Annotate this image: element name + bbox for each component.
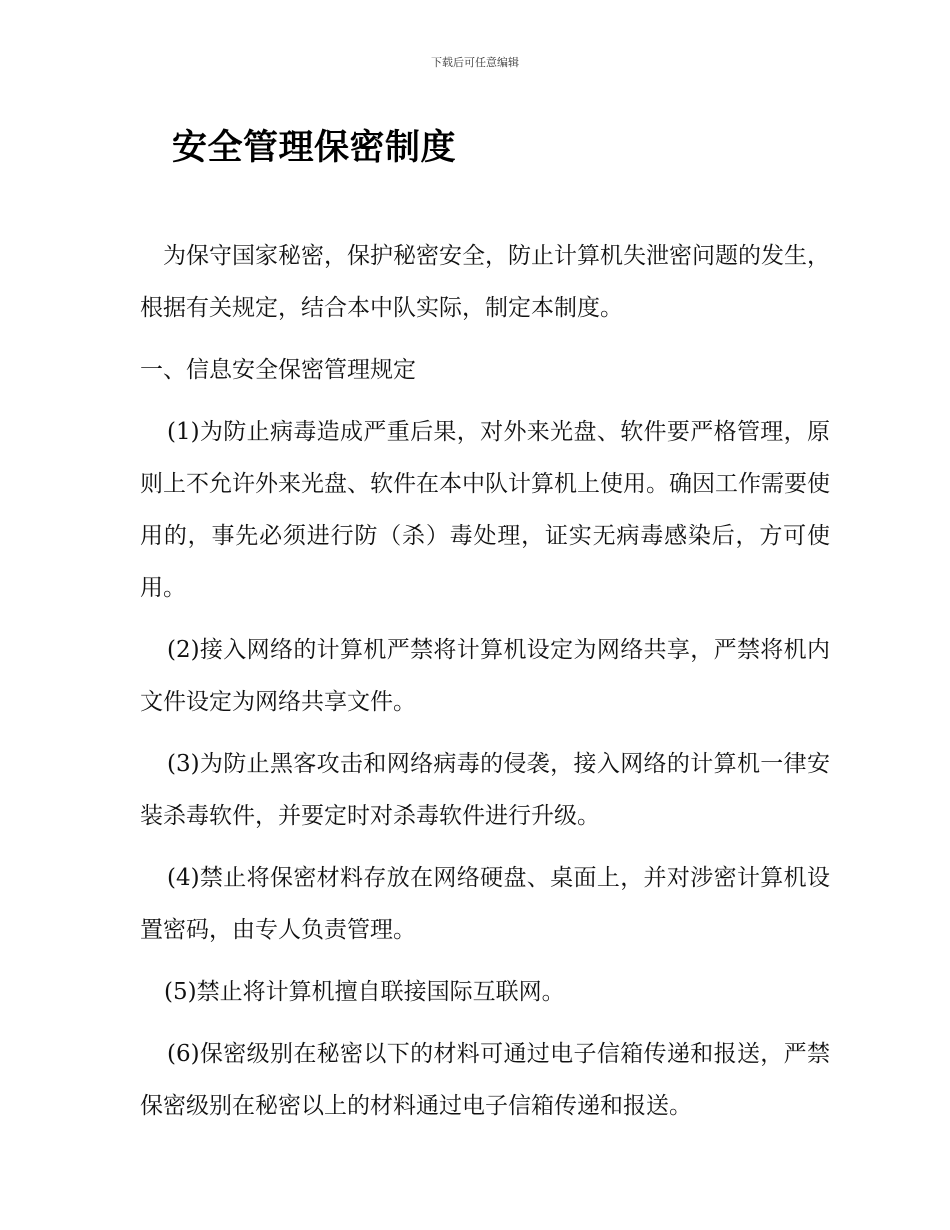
rule-item-2: (2)接入网络的计算机严禁将计算机设定为网络共享，严禁将机内文件设定为网络共享文件。 bbox=[140, 637, 830, 715]
document-body bbox=[140, 230, 830, 1142]
section-heading: 一、信息安全保密管理规定 bbox=[140, 357, 416, 383]
rule-item-3: (3)为防止黑客攻击和网络病毒的侵袭，接入网络的计算机一律安装杀毒软件，并要定时对杀毒软件进行升级。 bbox=[140, 751, 830, 829]
rule-item-1: (1)为防止病毒造成严重后果，对外来光盘、软件要严格管理，原则上不允许外来光盘、软件在本中队计算机上使用。确因工作需要使用的，事先必须进行防（杀）毒处理，证实无病毒感染后，方可使用。 bbox=[140, 419, 830, 601]
document-title: 安全管理保密制度 bbox=[172, 128, 457, 168]
rule-item-4: (4)禁止将保密材料存放在网络硬盘、桌面上，并对涉密计算机设置密码，由专人负责管理。 bbox=[140, 865, 830, 943]
intro-paragraph: 为保守国家秘密，保护秘密安全，防止计算机失泄密问题的发生，根据有关规定，结合本中队实际，制定本制度。 bbox=[140, 243, 830, 321]
rule-item-5: (5)禁止将计算机擅自联接国际互联网。 bbox=[164, 979, 565, 1005]
header-note: 下载后可任意编辑 bbox=[431, 56, 519, 69]
rule-item-6: (6)保密级别在秘密以下的材料可通过电子信箱传递和报送，严禁保密级别在秘密以上的材料通过电子信箱传递和报送。 bbox=[140, 1041, 830, 1119]
